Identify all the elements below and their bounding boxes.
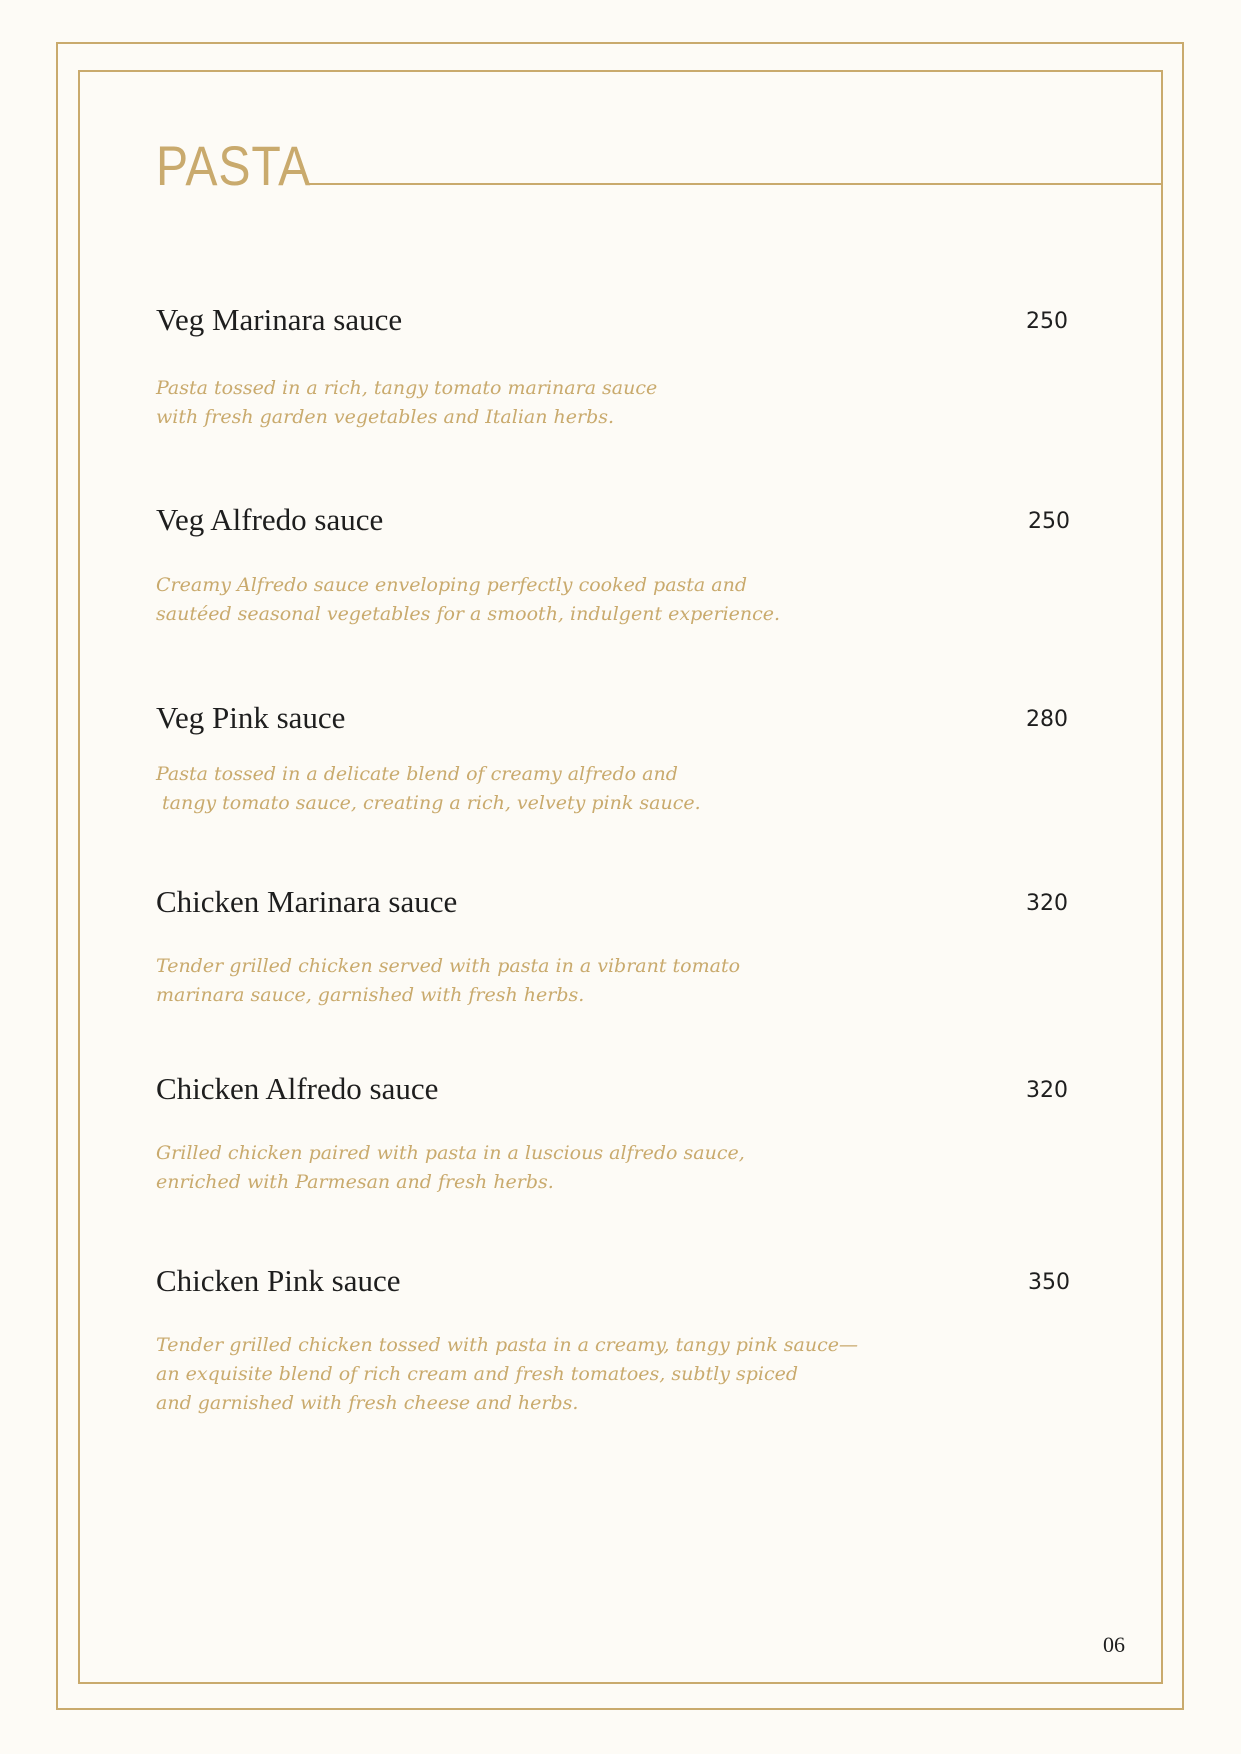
item-description bbox=[156, 571, 916, 629]
item-name: Chicken Alfredo sauce bbox=[156, 1071, 439, 1106]
item-description-line: an exquisite blend of rich cream and fresh tomatoes, subtly spiced bbox=[156, 1363, 799, 1385]
item-name: Veg Marinara sauce bbox=[156, 302, 403, 337]
item-price: 250 bbox=[1028, 509, 1070, 534]
item-description-line: Pasta tossed in a delicate blend of creamy alfredo and bbox=[156, 763, 678, 785]
item-description-line: Tender grilled chicken served with pasta in a vibrant tomato bbox=[156, 955, 741, 977]
item-name: Veg Alfredo sauce bbox=[156, 502, 384, 537]
item-description-line: Pasta tossed in a rich, tangy tomato marinara sauce bbox=[156, 377, 658, 399]
item-description-line: enriched with Parmesan and fresh herbs. bbox=[156, 1171, 554, 1193]
item-description-line: Grilled chicken paired with pasta in a luscious alfredo sauce, bbox=[156, 1142, 745, 1164]
section-title: PASTA bbox=[156, 134, 312, 197]
item-price: 350 bbox=[1028, 1270, 1070, 1295]
item-description bbox=[156, 952, 916, 1010]
item-description-line: with fresh garden vegetables and Italian herbs. bbox=[156, 406, 615, 428]
item-name: Veg Pink sauce bbox=[156, 700, 346, 735]
item-price: 320 bbox=[1026, 1078, 1068, 1103]
item-description-line: Tender grilled chicken tossed with pasta in a creamy, tangy pink sauce— bbox=[156, 1334, 858, 1356]
item-description-line: sautéed seasonal vegetables for a smooth, indulgent experience. bbox=[156, 603, 781, 625]
item-description-line: Creamy Alfredo sauce enveloping perfectly cooked pasta and bbox=[156, 574, 748, 596]
page-number: 06 bbox=[1103, 1632, 1125, 1657]
item-description-line: marinara sauce, garnished with fresh herbs. bbox=[156, 984, 585, 1006]
item-description-line: and garnished with fresh cheese and herbs. bbox=[156, 1392, 579, 1414]
item-description bbox=[156, 1331, 956, 1418]
item-name: Chicken Marinara sauce bbox=[156, 884, 458, 919]
title-underline-rule bbox=[306, 183, 1163, 185]
item-price: 280 bbox=[1026, 707, 1068, 732]
item-price: 250 bbox=[1026, 309, 1068, 334]
item-description bbox=[156, 760, 916, 818]
item-name: Chicken Pink sauce bbox=[156, 1263, 401, 1298]
item-price: 320 bbox=[1026, 891, 1068, 916]
item-description-line: tangy tomato sauce, creating a rich, velvety pink sauce. bbox=[156, 792, 701, 814]
item-description bbox=[156, 374, 916, 432]
item-description bbox=[156, 1139, 916, 1197]
